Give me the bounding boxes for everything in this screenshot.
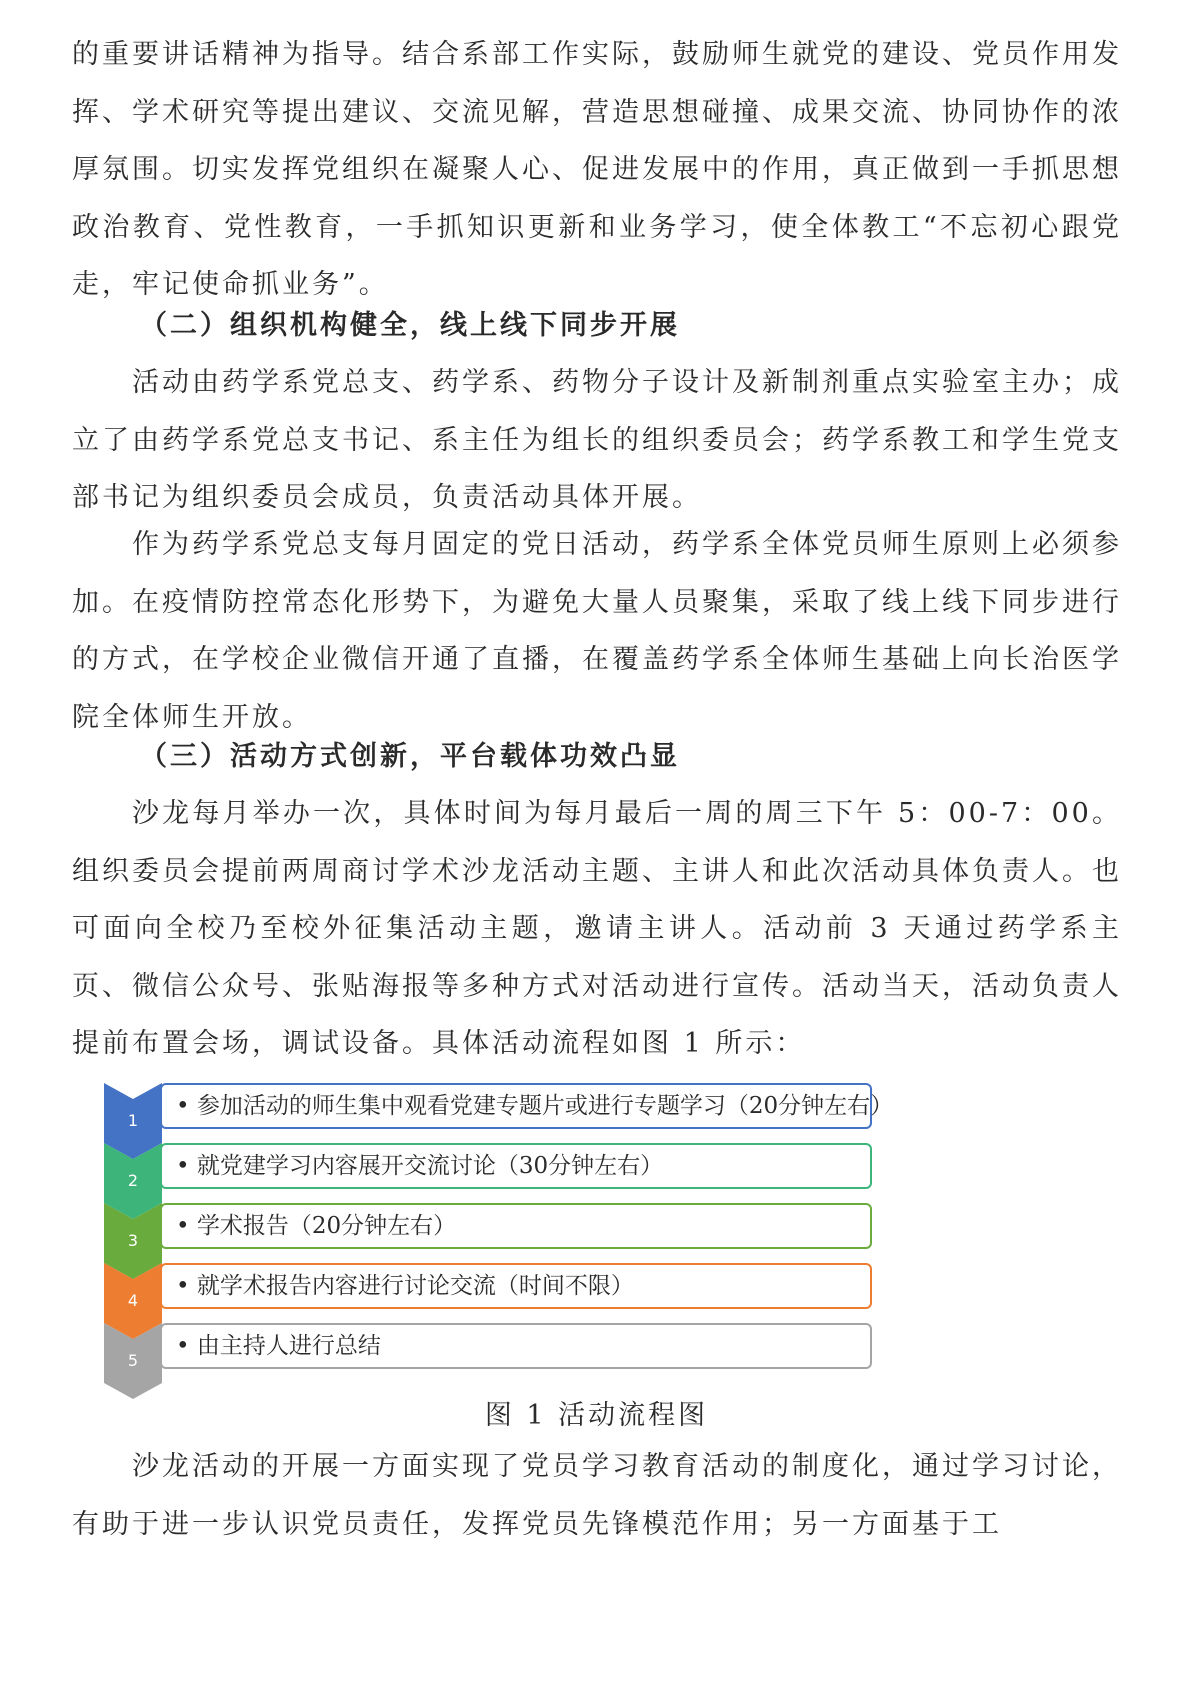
step-box: • 就党建学习内容展开交流讨论（30分钟左右） — [160, 1143, 872, 1189]
step-box: • 学术报告（20分钟左右） — [160, 1203, 872, 1249]
flow-step-5 — [104, 1323, 884, 1381]
activity-flow-diagram — [104, 1083, 894, 1393]
flow-step-3 — [104, 1203, 884, 1261]
section-heading-3: （三）活动方式创新，平台载体功效凸显 — [140, 741, 680, 772]
flow-step-4 — [104, 1263, 884, 1321]
paragraph-5: 沙龙活动的开展一方面实现了党员学习教育活动的制度化，通过学习讨论，有助于进一步认识党员责任，发挥党员先锋模范作用；另一方面基于工 — [72, 1451, 1122, 1540]
paragraph-3: 作为药学系党总支每月固定的党日活动，药学系全体党员师生原则上必须参加。在疫情防控常态化形势下，为避免大量人员聚集，采取了线上线下同步进行的方式，在学校企业微信开通了直播，在覆盖药学系全体师生基础上向长治医学院全体师生开放。 — [72, 529, 1122, 733]
paragraph-4: 沙龙每月举办一次，具体时间为每月最后一周的周三下午 5：00-7：00。组织委员会提前两周商讨学术沙龙活动主题、主讲人和此次活动具体负责人。也可面向全校乃至校外征集活动主题，邀请主讲人。活动前 3 天通过药学系主页、微信公众号、张贴海报等多种方式对活动进行宣传。活动当天，活动负责人提前布置会场，调试设备。具体活动流程如图 1 所示： — [72, 798, 1122, 1060]
flow-step-2 — [104, 1143, 884, 1201]
paragraph-2: 活动由药学系党总支、药学系、药物分子设计及新制剂重点实验室主办；成立了由药学系党总支书记、系主任为组长的组织委员会；药学系教工和学生党支部书记为组织委员会成员，负责活动具体开展。 — [72, 367, 1122, 514]
step-number: 4 — [127, 1291, 139, 1310]
step-box: • 由主持人进行总结 — [160, 1323, 872, 1369]
step-number: 1 — [127, 1111, 139, 1130]
step-number: 5 — [127, 1351, 139, 1370]
step-box: • 就学术报告内容进行讨论交流（时间不限） — [160, 1263, 872, 1309]
figure-caption: 图 1 活动流程图 — [484, 1400, 709, 1431]
step-box: • 参加活动的师生集中观看党建专题片或进行专题学习（20分钟左右） — [160, 1083, 872, 1129]
flow-step-1 — [104, 1083, 894, 1141]
section-heading-2: （二）组织机构健全，线上线下同步开展 — [140, 310, 680, 341]
step-number: 2 — [127, 1171, 139, 1190]
step-number: 3 — [127, 1231, 139, 1250]
paragraph-1: 的重要讲话精神为指导。结合系部工作实际，鼓励师生就党的建设、党员作用发挥、学术研究等提出建议、交流见解，营造思想碰撞、成果交流、协同协作的浓厚氛围。切实发挥党组织在凝聚人心、促进发展中的作用，真正做到一手抓思想政治教育、党性教育，一手抓知识更新和业务学习，使全体教工“不忘初心跟党走，牢记使命抓业务”。 — [72, 39, 1122, 301]
